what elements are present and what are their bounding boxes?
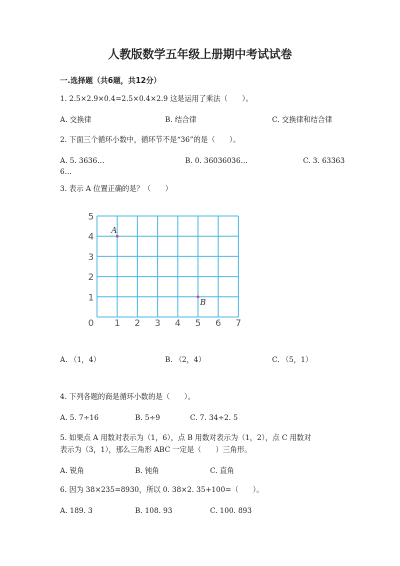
q2-option-c-wrap: 6… bbox=[60, 167, 72, 176]
x-tick-label: 1 bbox=[114, 319, 121, 329]
q6-option-a[interactable]: A. 189. 3 bbox=[60, 506, 93, 515]
section-heading: 一.选择题（共6题，共12分） bbox=[60, 76, 162, 85]
grid-point-a bbox=[116, 235, 119, 238]
q4-option-c[interactable]: C. 7. 34÷2. 5 bbox=[190, 413, 238, 422]
q3-option-a[interactable]: A. （1，4） bbox=[60, 355, 101, 364]
coordinate-grid bbox=[60, 208, 242, 330]
q6-option-b[interactable]: B. 108. 93 bbox=[135, 506, 173, 515]
question-1: 1. 2.5×2.9×0.4=2.5×0.4×2.9 这是运用了乘法（ ）。 bbox=[60, 94, 253, 103]
x-tick-label: 3 bbox=[154, 319, 161, 329]
question-5: 5. 如果点 A 用数对表示为（1，6），点 B 用数对表示为（1，2），点 C 用数对 bbox=[60, 433, 312, 442]
y-tick-label: 4 bbox=[88, 232, 94, 243]
q1-option-b[interactable]: B. 结合律 bbox=[165, 115, 197, 124]
grid-point-b bbox=[197, 296, 200, 299]
y-tick-label: 1 bbox=[88, 293, 94, 304]
q5-option-a[interactable]: A. 锐角 bbox=[60, 466, 85, 475]
y-tick-label: 5 bbox=[88, 212, 94, 223]
grid-point-label-b: B bbox=[200, 297, 206, 307]
grid-points bbox=[110, 226, 206, 307]
y-tick-label: 2 bbox=[88, 273, 94, 284]
x-tick-label: 7 bbox=[235, 319, 242, 329]
q2-option-c[interactable]: C. 3. 63363 bbox=[303, 156, 345, 165]
q6-option-c[interactable]: C. 100. 893 bbox=[210, 506, 252, 515]
x-tick-label: 5 bbox=[195, 319, 201, 329]
grid-point-label-a: A bbox=[111, 226, 117, 236]
question-5-line-2: 表示为（3，1），那么三角形 ABC 一定是（ ）三角形。 bbox=[60, 445, 252, 454]
q1-option-c[interactable]: C. 交换律和结合律 bbox=[272, 115, 333, 124]
q2-option-a[interactable]: A. 5. 3636… bbox=[60, 156, 105, 165]
x-tick-label: 2 bbox=[134, 319, 141, 329]
q3-option-b[interactable]: B. （2，4） bbox=[165, 355, 206, 364]
question-3: 3. 表示 A 位置正确的是？（ ） bbox=[60, 184, 173, 193]
grid-lines bbox=[97, 216, 238, 317]
q4-option-a[interactable]: A. 5. 7÷16 bbox=[60, 413, 99, 422]
question-4: 4. 下列各题的商是循环小数的是（ ）。 bbox=[60, 392, 195, 401]
q3-option-c[interactable]: C. （5，1） bbox=[272, 355, 313, 364]
x-tick-label: 0 bbox=[88, 319, 94, 329]
q4-option-b[interactable]: B. 5÷9 bbox=[135, 413, 161, 422]
y-tick-label: 3 bbox=[88, 252, 94, 263]
q5-option-b[interactable]: B. 钝角 bbox=[135, 466, 160, 475]
page-title: 人教版数学五年级上册期中考试试卷 bbox=[108, 47, 292, 61]
q5-option-c[interactable]: C. 直角 bbox=[210, 466, 235, 475]
q1-option-a[interactable]: A. 交换律 bbox=[60, 115, 92, 124]
question-6: 6. 因为 38×235=8930，所以 0. 38×2. 35+100=（ ）。 bbox=[60, 485, 264, 494]
x-tick-label: 6 bbox=[215, 319, 222, 329]
question-2: 2. 下面三个循环小数中，循环节不是“36”的是（ ）。 bbox=[60, 135, 241, 144]
x-tick-label: 4 bbox=[174, 319, 181, 329]
q2-option-b[interactable]: B. 0. 36036036… bbox=[185, 156, 248, 165]
